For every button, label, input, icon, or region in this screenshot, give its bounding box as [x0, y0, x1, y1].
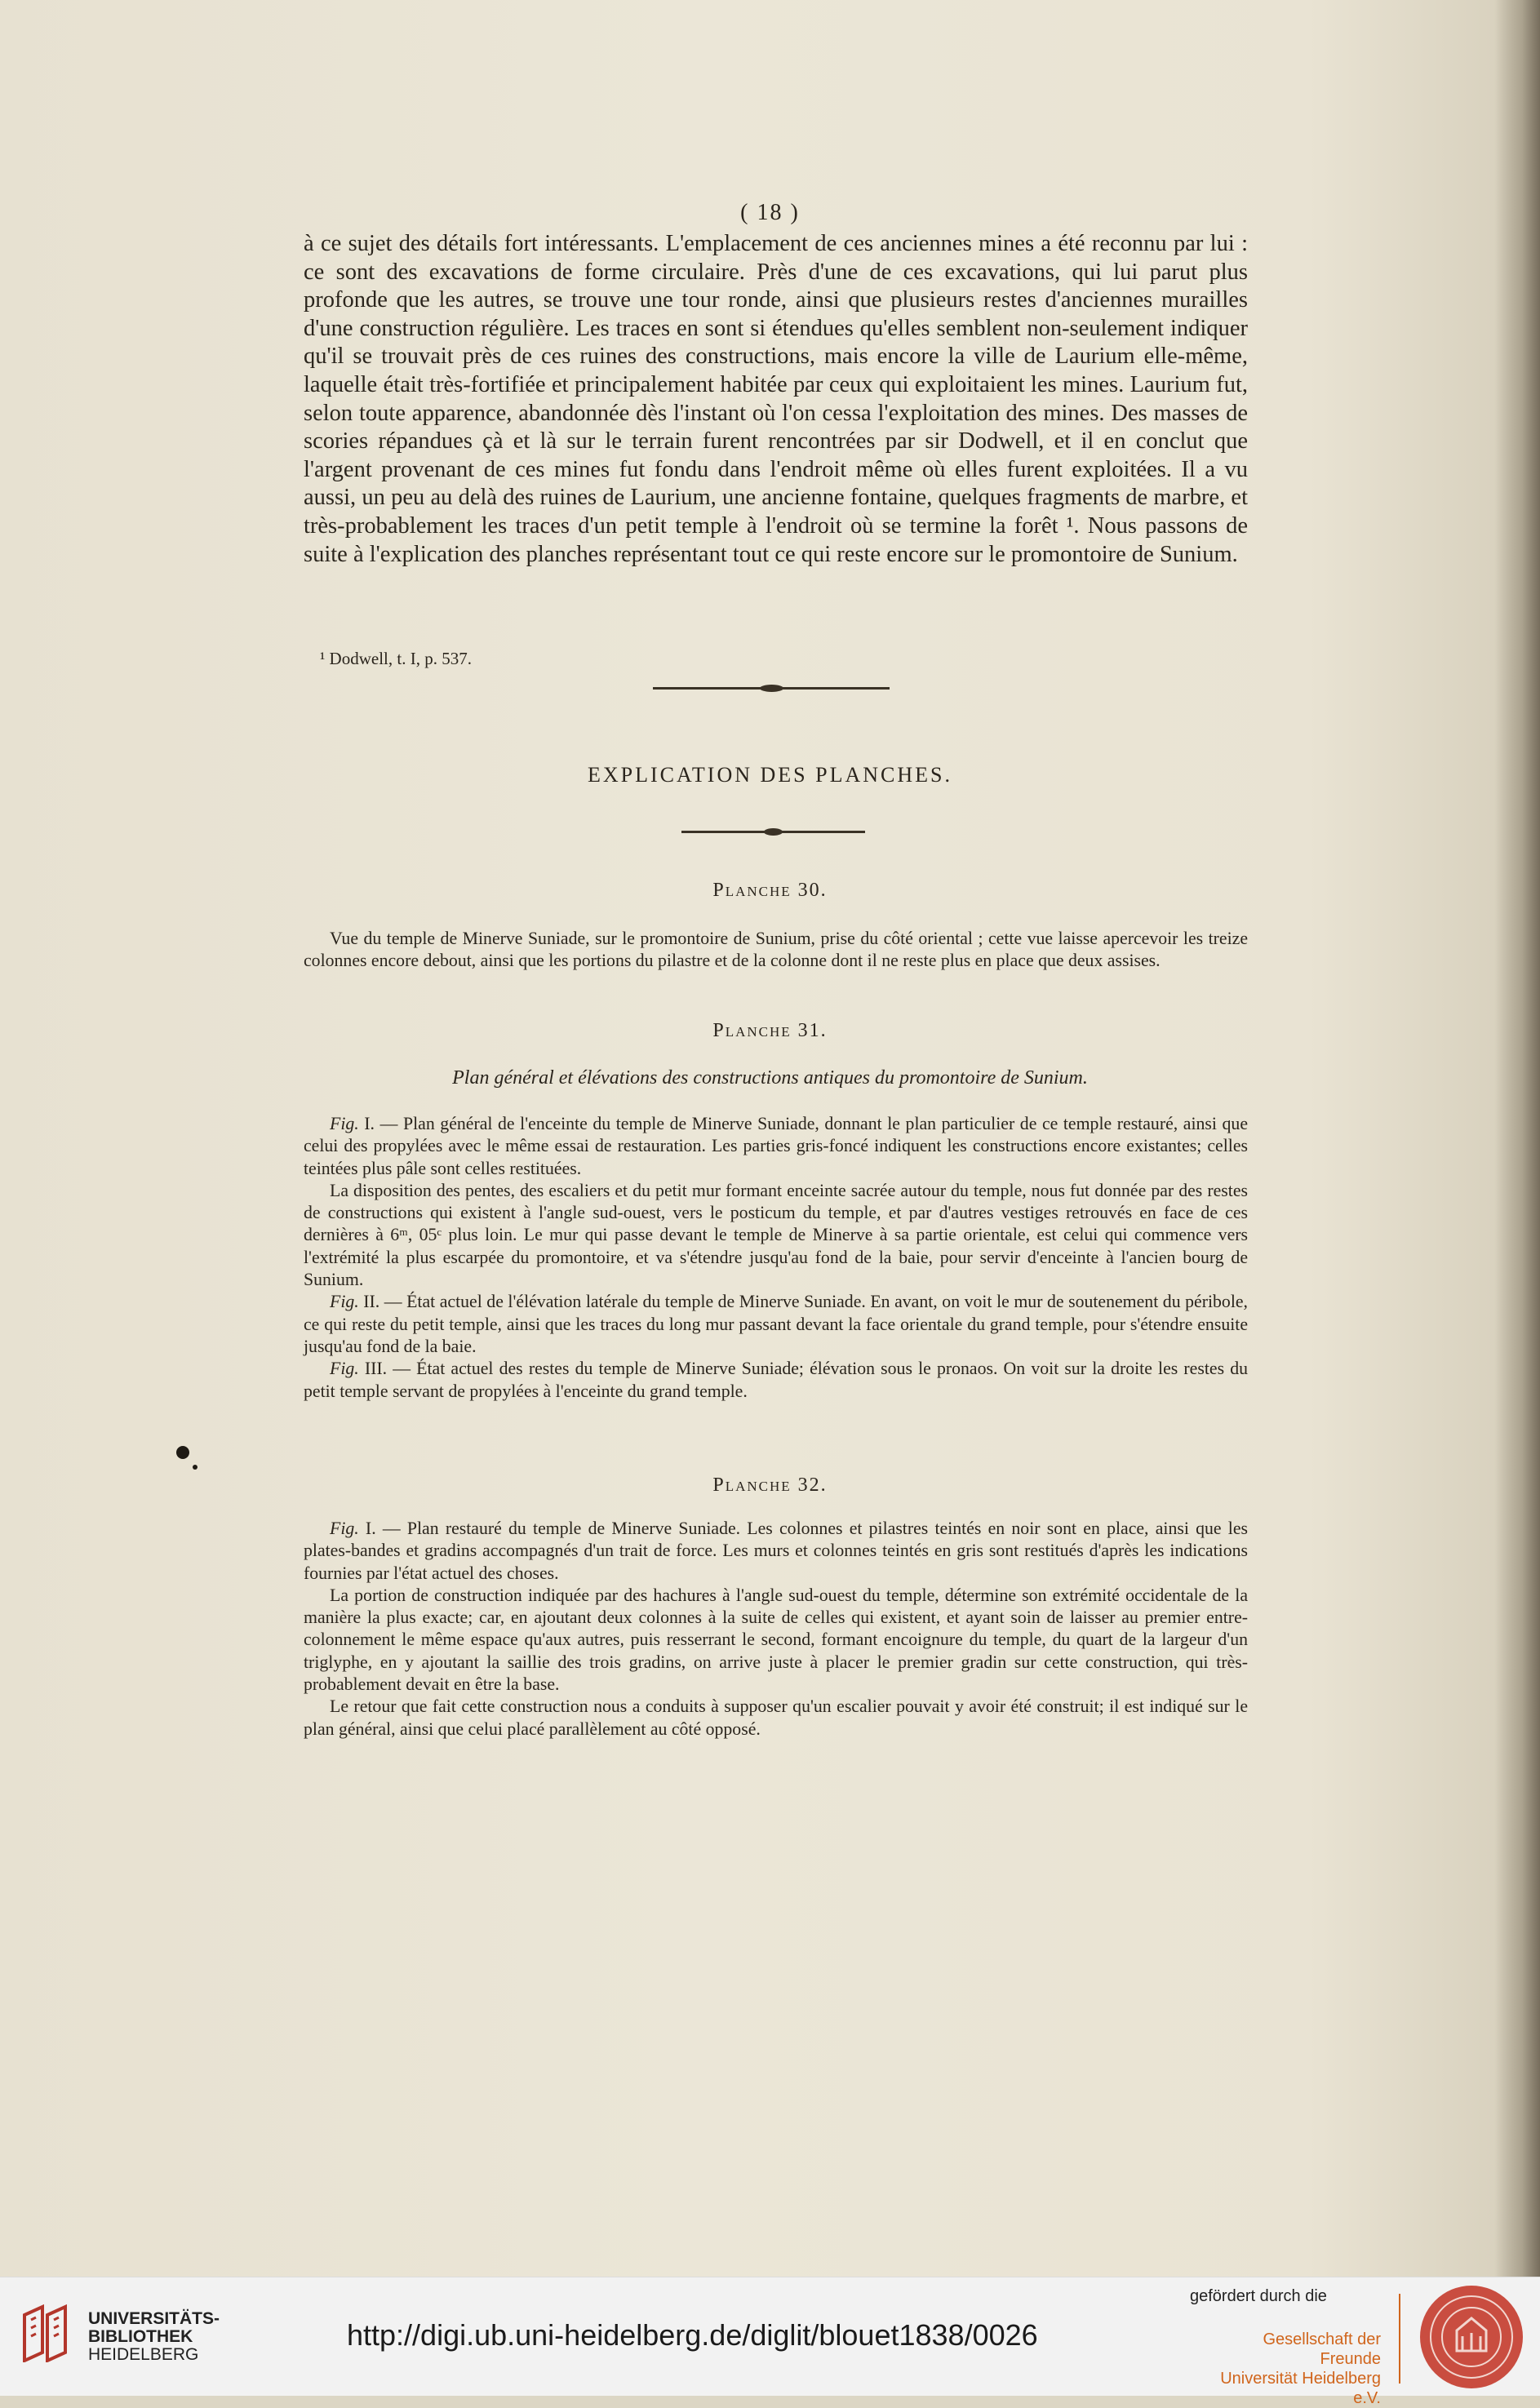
- library-line-1: UNIVERSITÄTS-: [88, 2309, 220, 2328]
- planche-32-para2: La portion de construction indiquée par des hachures à l'angle sud-ouest du temple, détermine son extrémité occidentale de la manière la plus exacte; car, en ajoutant deux colonnes à la suite de celles qui existent, et ayant soin de laisser au premier entre-colonnement le même espace qu'aux autres, puis resserrant le second, formant encoignure du temple, du quart de la largeur d'un triglyphe, en y ajoutant la saillie des trois gradins, on arrive juste à placer le premier gradin sur cette construction, qui très-probablement devait en être la base.: [304, 1585, 1248, 1695]
- university-library-logo-icon: [18, 2304, 77, 2362]
- footnote: ¹ Dodwell, t. I, p. 537.: [320, 649, 472, 668]
- society-line-1: Gesellschaft der Freunde: [1263, 2330, 1381, 2368]
- ink-spot: [193, 1465, 197, 1470]
- intro-paragraph: à ce sujet des détails fort intéressants. L'emplacement de ces anciennes mines a été reconnu par lui : ce sont des excavations de forme circulaire. Près d'une de ces excavations, qui lui parut plus profonde que les autres, se trouve une tour ronde, ainsi que plusieurs restes d'anciennes murailles d'une construction régulière. Les traces en sont si étendues qu'elles semblent non-seulement indiquer qu'il se trouvait près de ces ruines des constructions, mais encore la ville de Laurium elle-même, laquelle était très-fortifiée et principalement habitée par ceux qui exploitaient les mines. Laurium fut, selon toute apparence, abandonnée dès l'instant où l'on cessa l'exploitation des mines. Des masses de scories répandues çà et là sur le terrain furent rencontrées par sir Dodwell, et il en conclut que l'argent provenant de ces mines fut fondu dans l'endroit même où elles furent exploitées. Il a vu aussi, un peu au delà des ruines de Laurium, une ancienne fontaine, quelques fragments de marbre, et très-probablement les traces d'un petit temple à l'endroit où se termine la forêt ¹. Nous passons de suite à l'explication des planches représentant tout ce qui reste encore sur le promontoire de Sunium.: [304, 231, 1248, 567]
- page-number: ( 18 ): [740, 200, 800, 225]
- planche-30-block: [304, 928, 1248, 973]
- viewer-footer: [0, 2277, 1540, 2407]
- planche-32-fig1: [304, 1518, 1248, 1585]
- fig1-text: I. — Plan restauré du temple de Minerve Suniade. Les colonnes et pilastres teintés en noir sont en place, ainsi que les plates-bandes et gradins accompagnés d'un trait de force. Les murs et colonnes teintés en gris sont restitués d'après les indications fournies par l'état actuel des choses.: [304, 1519, 1248, 1583]
- fig1-text: I. — Plan général de l'enceinte du temple de Minerve Suniade, donnant le plan particulier de ce temple restauré, ainsi que celui des propylées avec le même essai de restauration. Les parties gris-foncé indiquent les constructions encore existantes; celles teintées plus pâle sont celles restituées.: [304, 1114, 1248, 1178]
- fig2-text: II. — État actuel de l'élévation latérale du temple de Minerve Suniade. En avant, on voit le mur de soutenement du péribole, ce qui reste du petit temple, ainsi que les traces du long mur passant devant la face orientale du grand temple, pour s'étendre ensuite jusqu'au fond de la baie.: [304, 1292, 1248, 1356]
- library-line-3: HEIDELBERG: [88, 2345, 199, 2364]
- planche-31-fig3: [304, 1358, 1248, 1403]
- fig-label: Fig.: [330, 1359, 359, 1379]
- university-seal-icon: [1420, 2286, 1523, 2388]
- society-line-2: Universität Heidelberg e.V.: [1220, 2370, 1381, 2407]
- fig3-text: III. — État actuel des restes du temple de Minerve Suniade; élévation sous le pronaos. On voit sur la droite les restes du petit temple servant de propylées à l'enceinte du grand temple.: [304, 1359, 1248, 1401]
- society-name[interactable]: [1198, 2330, 1381, 2408]
- ink-spot: [176, 1446, 189, 1459]
- planche-31-fig1: [304, 1113, 1248, 1180]
- library-line-2: BIBLIOTHEK: [88, 2327, 193, 2346]
- planche-31-heading: Planche 31.: [712, 1020, 828, 1041]
- explication-heading: EXPLICATION DES PLANCHES.: [588, 763, 952, 787]
- ornamental-rule-1: [653, 687, 890, 690]
- planche-31-subtitle: Plan général et élévations des constructions antiques du promontoire de Sunium.: [452, 1067, 1088, 1089]
- planche-30-text: Vue du temple de Minerve Suniade, sur le promontoire de Sunium, prise du côté oriental ; cette vue laisse apercevoir les treize colonnes encore debout, ainsi que les portions du pilastre et de la colonne dont il ne reste plus en place que deux assises.: [304, 929, 1248, 971]
- planche-32-para3: Le retour que fait cette construction nous a conduits à supposer qu'un escalier pouvait y avoir été construit; il est indiqué sur le plan général, ainsi que celui placé parallèlement au côté opposé.: [304, 1696, 1248, 1739]
- permalink-url[interactable]: http://digi.ub.uni-heidelberg.de/diglit/blouet1838/0026: [347, 2318, 1038, 2352]
- book-spine-shadow: [1495, 0, 1540, 2277]
- fig-label: Fig.: [330, 1114, 359, 1133]
- ornamental-rule-2: [681, 831, 865, 833]
- planche-31-fig2: [304, 1291, 1248, 1358]
- fig-label: Fig.: [330, 1292, 359, 1312]
- intro-block: [304, 230, 1248, 569]
- planche-31-block: [304, 1113, 1248, 1403]
- library-name: [88, 2310, 220, 2364]
- footer-divider: [1399, 2294, 1400, 2384]
- fig-label: Fig.: [330, 1519, 359, 1538]
- sponsor-label: gefördert durch die: [1190, 2287, 1327, 2305]
- planche-30-heading: Planche 30.: [712, 880, 828, 901]
- planche-31-para2: La disposition des pentes, des escaliers et du petit mur formant enceinte sacrée autour du temple, nous fut donnée par des restes de constructions qui existent à l'angle sud-ouest, vers le posticum du temple, et par d'autres vestiges retrouvés en face de ces dernières à 6ᵐ, 05ᶜ plus loin. Le mur qui passe devant le temple de Minerve à sa partie orientale, est celui qui commence vers l'extrémité la plus escarpée du promontoire, et va s'étendre jusqu'au fond de la baie, pour servir d'enceinte à l'ancien bourg de Sunium.: [304, 1180, 1248, 1290]
- planche-32-heading: Planche 32.: [712, 1475, 828, 1496]
- planche-32-block: [304, 1518, 1248, 1741]
